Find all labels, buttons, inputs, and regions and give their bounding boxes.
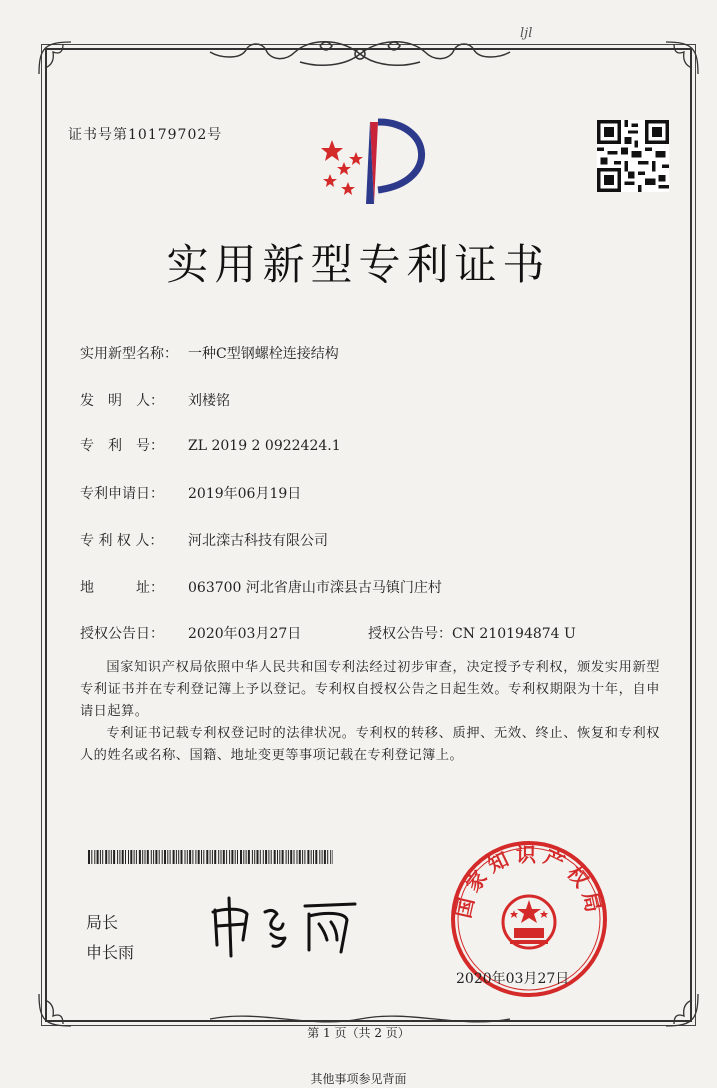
- field-value: 一种C型钢螺栓连接结构: [188, 346, 339, 362]
- signatory-name: 申长雨: [86, 943, 135, 962]
- statement-paragraph-2: 专利证书记载专利权登记时的法律状况。专利权的转移、质押、无效、终止、恢复和专利权人的姓名或名称、国籍、地址变更等事项记载在专利登记簿上。: [80, 726, 660, 763]
- field-value: ZL 2019 2 0922424.1: [188, 438, 341, 454]
- handwritten-note: ljl: [520, 26, 533, 41]
- field-label: 地 址：: [80, 580, 164, 596]
- field-value: 2020年03月27日: [188, 626, 302, 642]
- field-value: 063700 河北省唐山市滦县古马镇门庄村: [188, 580, 442, 596]
- patent-office-logo: [312, 112, 437, 212]
- field-label: 专 利 权 人：: [80, 533, 164, 549]
- field-value: 刘楼铭: [188, 393, 230, 409]
- field-value: 河北滦古科技有限公司: [188, 533, 328, 549]
- certificate-title: 实用新型专利证书: [166, 240, 551, 289]
- field-label: 实用新型名称：: [80, 346, 178, 362]
- field-publication-number: [368, 623, 576, 643]
- top-ornament: [200, 34, 520, 74]
- field-patent-number: [80, 435, 341, 455]
- field-value: 2019年06月19日: [188, 486, 302, 502]
- page-number: 第 1 页（共 2 页）: [307, 1026, 410, 1040]
- top-left-corner-ornament: [35, 38, 75, 78]
- signatory-title: 局长: [86, 913, 119, 932]
- field-label: 授权公告日：: [80, 626, 164, 642]
- top-right-corner-ornament: [662, 38, 702, 78]
- field-application-date: [80, 483, 301, 503]
- statement-paragraph-1: 国家知识产权局依照中华人民共和国专利法经过初步审查，决定授予专利权，颁发实用新型专利证书并在专利登记簿上予以登记。专利权自授权公告之日起生效。专利权期限为十年，自申请日起算。: [80, 660, 660, 719]
- field-utility-model-name: [80, 343, 339, 363]
- field-label: 专 利 号：: [80, 438, 164, 454]
- field-label: 专利申请日：: [80, 486, 164, 502]
- field-inventor: [80, 390, 230, 410]
- svg-text:国家知识产权局: 国家知识产权局: [451, 842, 607, 921]
- field-publication-date: [80, 623, 301, 643]
- handwritten-signature: [205, 890, 365, 960]
- barcode: [88, 850, 333, 864]
- field-label: 发 明 人：: [80, 393, 164, 409]
- field-label: 授权公告号：: [368, 626, 452, 642]
- certificate-number: 证书号第10179702号: [68, 127, 223, 143]
- seal-date: 2020年03月27日: [456, 971, 570, 987]
- field-value: CN 210194874 U: [452, 626, 576, 642]
- footer-note: 其他事项参见背面: [310, 1072, 407, 1086]
- field-patentee: [80, 530, 328, 550]
- qr-code: [597, 120, 669, 192]
- field-address: [80, 577, 442, 597]
